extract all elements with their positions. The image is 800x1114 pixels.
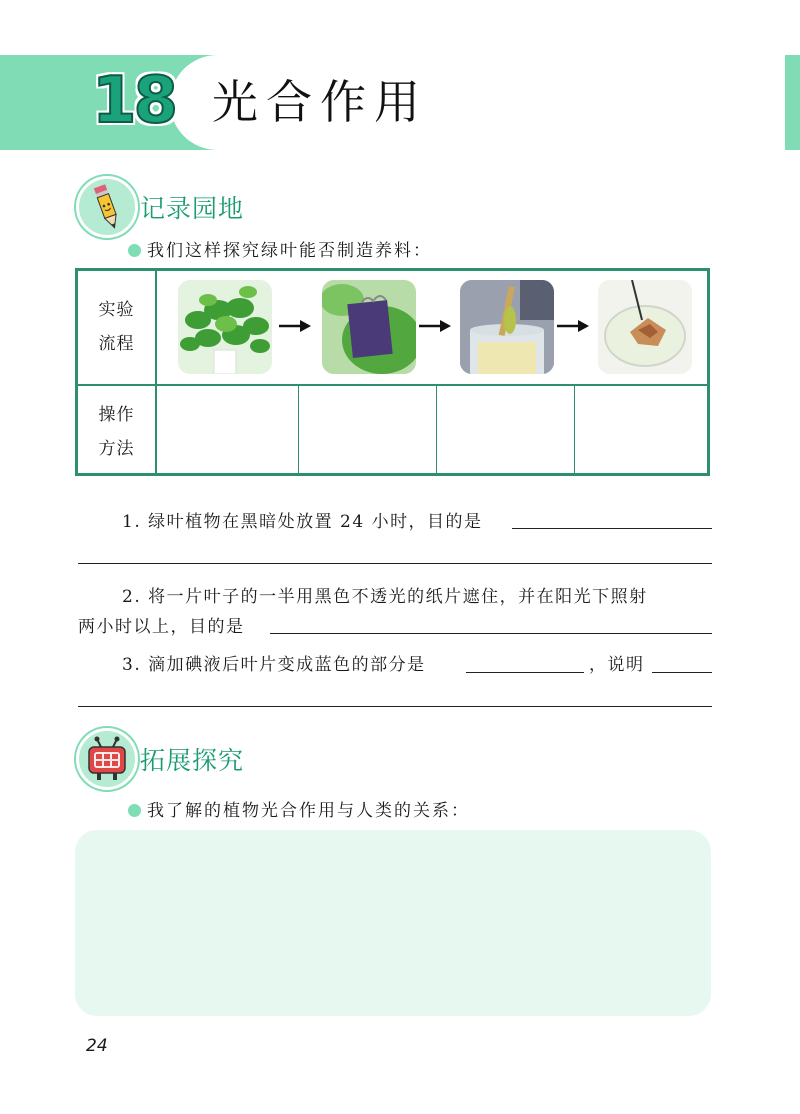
table-row-divider [78,384,707,386]
arrow-right-icon [556,319,590,333]
experiment-table [75,268,710,476]
question-2-line2: 两小时以上，目的是 [78,617,245,637]
row-label-line: 方法 [98,439,135,459]
arrow-right-icon [278,319,312,333]
answer-line[interactable] [652,672,712,673]
row-label-process [78,293,155,361]
question-3-part2: ，说明 [589,655,645,675]
table-cell-divider [436,386,437,473]
section1-intro [128,238,432,264]
section2-intro [128,798,470,824]
question-3-part1: 3. 滴加碘液后叶片变成蓝色的部分是 [122,655,426,675]
answer-line[interactable] [78,563,712,564]
row-label-line: 实验 [98,300,135,320]
table-column-divider [155,271,157,473]
bullet-dot [128,244,141,257]
chapter-number: 18 [92,64,176,138]
section2-intro-text: 我了解的植物光合作用与人类的关系： [147,801,470,821]
chapter-title: 光合作用 [212,75,428,129]
bullet-dot [128,804,141,817]
pencil-icon [76,176,138,238]
answer-line[interactable] [270,633,712,634]
page-number: 24 [86,1036,108,1056]
table-cell-divider [298,386,299,473]
question-2-line1: 2. 将一片叶子的一半用黑色不透光的纸片遮住，并在阳光下照射 [122,587,648,607]
row-label-method [78,398,155,466]
photo-beaker-heating [460,280,554,374]
answer-box[interactable] [75,830,711,1016]
arrow-right-icon [418,319,452,333]
photo-covered-leaf [322,280,416,374]
photo-iodine-dish [598,280,692,374]
section1-intro-text: 我们这样探究绿叶能否制造养料： [147,241,432,261]
section-title-record: 记录园地 [140,194,245,223]
photo-potted-plant [178,280,272,374]
answer-line[interactable] [512,528,712,529]
robot-icon [76,728,138,790]
answer-line[interactable] [78,706,712,707]
question-1: 1. 绿叶植物在黑暗处放置 24 小时，目的是 [122,512,483,532]
table-cell-divider [574,386,575,473]
row-label-line: 流程 [98,334,135,354]
answer-line[interactable] [466,672,584,673]
row-label-line: 操作 [98,405,135,425]
section-title-extend: 拓展探究 [140,746,245,775]
